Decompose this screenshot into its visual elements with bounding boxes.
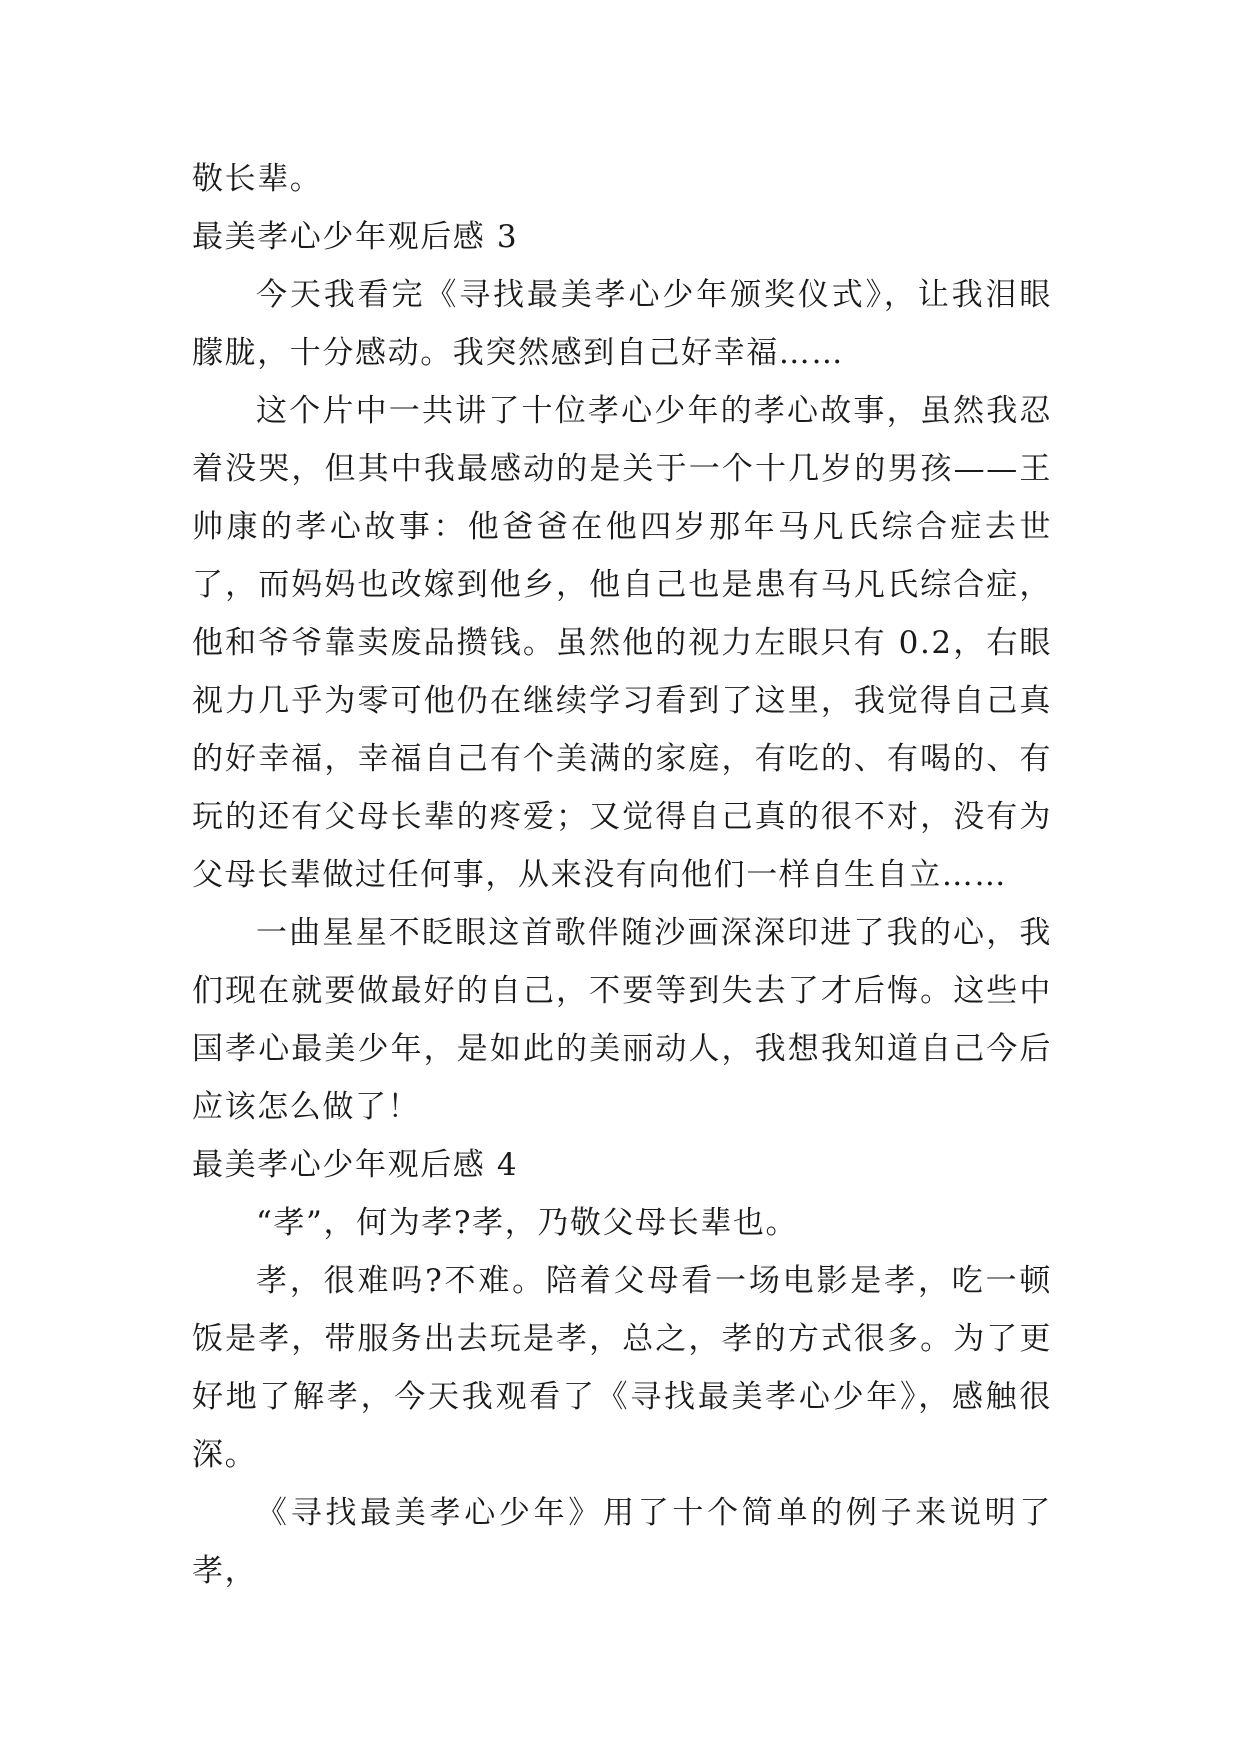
section-heading-4: 最美孝心少年观后感 4 [192, 1147, 519, 1183]
paragraph: 一曲星星不眨眼这首歌伴随沙画深深印进了我的心，我们现在就要做最好的自己，不要等到失去了才后悔。这些中国孝心最美少年，是如此的美丽动人，我想我知道自己今后应该怎么做了！ [192, 915, 1052, 1125]
paragraph: 敬长辈。 [192, 161, 323, 197]
paragraph: 今天我看完《寻找最美孝心少年颁奖仪式》，让我泪眼朦胧，十分感动。我突然感到自己好幸福…… [192, 277, 1052, 371]
paragraph: 《寻找最美孝心少年》用了十个简单的例子来说明了孝， [192, 1495, 1052, 1589]
document-body [192, 150, 1052, 1600]
paragraph: 孝，很难吗?不难。陪着父母看一场电影是孝，吃一顿饭是孝，带服务出去玩是孝，总之，孝的方式很多。为了更好地了解孝，今天我观看了《寻找最美孝心少年》，感触很深。 [192, 1263, 1052, 1473]
paragraph: “孝”，何为孝?孝，乃敬父母长辈也。 [256, 1205, 799, 1241]
paragraph: 这个片中一共讲了十位孝心少年的孝心故事，虽然我忍着没哭，但其中我最感动的是关于一个十几岁的男孩——王帅康的孝心故事：他爸爸在他四岁那年马凡氏综合症去世了，而妈妈也改嫁到他乡，他自己也是患有马凡氏综合症，他和爷爷靠卖废品攒钱。虽然他的视力左眼只有 0.2，右眼视力几乎为零可他仍在继续学习看到了这里，我觉得自己真的好幸福，幸福自己有个美满的家庭，有吃的、有喝的、有玩的还有父母长辈的疼爱；又觉得自己真的很不对，没有为父母长辈做过任何事，从来没有向他们一样自生自立…… [192, 393, 1052, 893]
section-heading-3: 最美孝心少年观后感 3 [192, 219, 519, 255]
